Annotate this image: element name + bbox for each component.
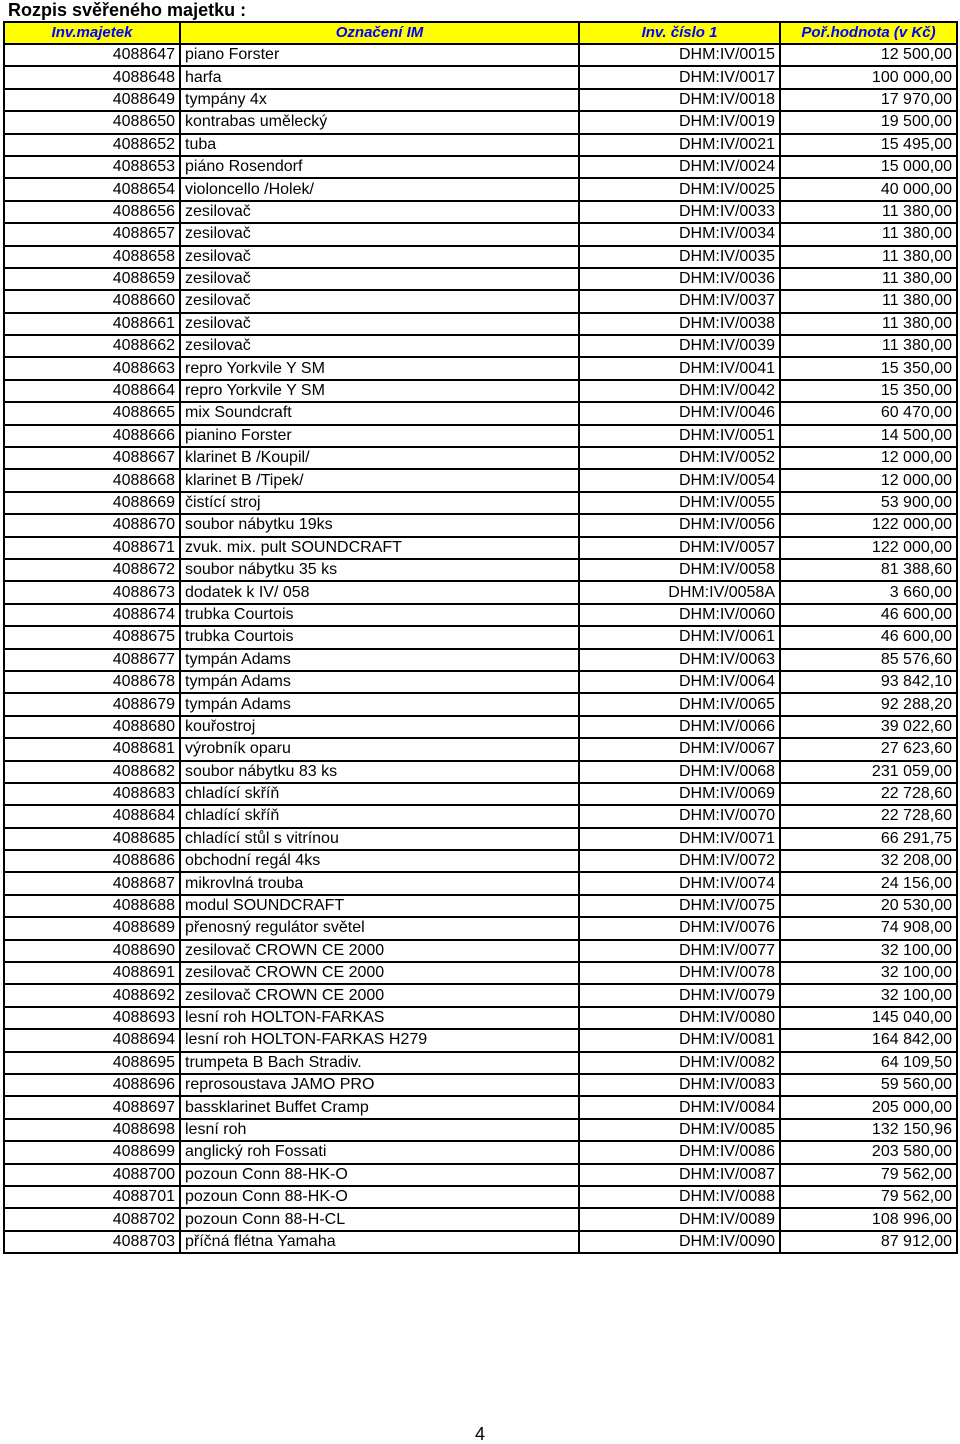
table-row: [4, 1231, 957, 1253]
inventory-number-cell: 4088668: [4, 469, 180, 491]
acquisition-value-cell: 40 000,00: [780, 178, 957, 200]
inventory-code-cell: DHM:IV/0052: [579, 447, 780, 469]
table-row: [4, 380, 957, 402]
acquisition-value-cell: 108 996,00: [780, 1208, 957, 1230]
inventory-number-cell: 4088649: [4, 89, 180, 111]
inventory-number-cell: 4088650: [4, 111, 180, 133]
inventory-number-cell: 4088688: [4, 895, 180, 917]
asset-name-cell: pianino Forster: [180, 425, 579, 447]
inventory-code-cell: DHM:IV/0084: [579, 1096, 780, 1118]
inventory-number-cell: 4088678: [4, 671, 180, 693]
inventory-number-cell: 4088702: [4, 1208, 180, 1230]
table-row: [4, 156, 957, 178]
asset-name-cell: piáno Rosendorf: [180, 156, 579, 178]
asset-name-cell: přenosný regulátor světel: [180, 917, 579, 939]
inventory-code-cell: DHM:IV/0088: [579, 1186, 780, 1208]
acquisition-value-cell: 11 380,00: [780, 223, 957, 245]
asset-name-cell: pozoun Conn 88-HK-O: [180, 1186, 579, 1208]
table-row: [4, 492, 957, 514]
asset-name-cell: violoncello /Holek/: [180, 178, 579, 200]
table-row: [4, 761, 957, 783]
table-row: [4, 290, 957, 312]
inventory-number-cell: 4088671: [4, 537, 180, 559]
asset-name-cell: tympány 4x: [180, 89, 579, 111]
acquisition-value-cell: 79 562,00: [780, 1164, 957, 1186]
asset-name-cell: zesilovač: [180, 246, 579, 268]
inventory-code-cell: DHM:IV/0033: [579, 201, 780, 223]
page-number: 4: [474, 1424, 485, 1444]
asset-name-cell: zesilovač CROWN CE 2000: [180, 984, 579, 1006]
acquisition-value-cell: 11 380,00: [780, 335, 957, 357]
header-inv-majetek: Inv.majetek: [4, 22, 180, 44]
table-row: [4, 1208, 957, 1230]
inventory-code-cell: DHM:IV/0085: [579, 1119, 780, 1141]
asset-name-cell: zesilovač: [180, 201, 579, 223]
table-row: [4, 425, 957, 447]
inventory-number-cell: 4088694: [4, 1029, 180, 1051]
inventory-number-cell: 4088683: [4, 783, 180, 805]
inventory-code-cell: DHM:IV/0086: [579, 1141, 780, 1163]
table-row: [4, 178, 957, 200]
inventory-number-cell: 4088677: [4, 649, 180, 671]
inventory-code-cell: DHM:IV/0066: [579, 716, 780, 738]
asset-name-cell: repro Yorkvile Y SM: [180, 357, 579, 379]
acquisition-value-cell: 231 059,00: [780, 761, 957, 783]
inventory-number-cell: 4088660: [4, 290, 180, 312]
inventory-code-cell: DHM:IV/0057: [579, 537, 780, 559]
inventory-number-cell: 4088658: [4, 246, 180, 268]
acquisition-value-cell: 14 500,00: [780, 425, 957, 447]
inventory-code-cell: DHM:IV/0046: [579, 402, 780, 424]
asset-name-cell: harfa: [180, 66, 579, 88]
inventory-number-cell: 4088652: [4, 134, 180, 156]
table-row: [4, 447, 957, 469]
table-body: [4, 44, 957, 1253]
table-row: [4, 895, 957, 917]
inventory-code-cell: DHM:IV/0080: [579, 1007, 780, 1029]
table-row: [4, 604, 957, 626]
asset-name-cell: mikrovlná trouba: [180, 872, 579, 894]
acquisition-value-cell: 11 380,00: [780, 201, 957, 223]
acquisition-value-cell: 46 600,00: [780, 626, 957, 648]
table-row: [4, 850, 957, 872]
acquisition-value-cell: 12 000,00: [780, 447, 957, 469]
acquisition-value-cell: 27 623,60: [780, 738, 957, 760]
inventory-number-cell: 4088670: [4, 514, 180, 536]
inventory-number-cell: 4088680: [4, 716, 180, 738]
inventory-number-cell: 4088685: [4, 828, 180, 850]
inventory-code-cell: DHM:IV/0077: [579, 940, 780, 962]
inventory-number-cell: 4088672: [4, 559, 180, 581]
inventory-number-cell: 4088663: [4, 357, 180, 379]
inventory-number-cell: 4088657: [4, 223, 180, 245]
asset-name-cell: lesní roh HOLTON-FARKAS: [180, 1007, 579, 1029]
inventory-code-cell: DHM:IV/0064: [579, 671, 780, 693]
asset-name-cell: zesilovač CROWN CE 2000: [180, 940, 579, 962]
asset-name-cell: pozoun Conn 88-HK-O: [180, 1164, 579, 1186]
table-row: [4, 1074, 957, 1096]
table-row: [4, 671, 957, 693]
asset-name-cell: klarinet B /Tipek/: [180, 469, 579, 491]
inventory-code-cell: DHM:IV/0015: [579, 44, 780, 66]
inventory-number-cell: 4088665: [4, 402, 180, 424]
asset-name-cell: obchodní regál 4ks: [180, 850, 579, 872]
inventory-code-cell: DHM:IV/0051: [579, 425, 780, 447]
inventory-code-cell: DHM:IV/0076: [579, 917, 780, 939]
inventory-code-cell: DHM:IV/0087: [579, 1164, 780, 1186]
table-row: [4, 872, 957, 894]
asset-name-cell: soubor nábytku 83 ks: [180, 761, 579, 783]
inventory-number-cell: 4088699: [4, 1141, 180, 1163]
asset-name-cell: soubor nábytku 35 ks: [180, 559, 579, 581]
table-row: [4, 1052, 957, 1074]
inventory-number-cell: 4088647: [4, 44, 180, 66]
asset-name-cell: chladící stůl s vitrínou: [180, 828, 579, 850]
inventory-number-cell: 4088674: [4, 604, 180, 626]
asset-name-cell: tympán Adams: [180, 649, 579, 671]
inventory-code-cell: DHM:IV/0060: [579, 604, 780, 626]
asset-name-cell: zesilovač: [180, 223, 579, 245]
inventory-code-cell: DHM:IV/0068: [579, 761, 780, 783]
acquisition-value-cell: 3 660,00: [780, 581, 957, 603]
table-row: [4, 917, 957, 939]
inventory-code-cell: DHM:IV/0063: [579, 649, 780, 671]
header-oznaceni-im: Označení IM: [180, 22, 579, 44]
inventory-number-cell: 4088653: [4, 156, 180, 178]
asset-name-cell: trubka Courtois: [180, 626, 579, 648]
asset-name-cell: zesilovač: [180, 290, 579, 312]
inventory-number-cell: 4088686: [4, 850, 180, 872]
table-row: [4, 1029, 957, 1051]
asset-name-cell: zesilovač CROWN CE 2000: [180, 962, 579, 984]
inventory-number-cell: 4088679: [4, 693, 180, 715]
inventory-code-cell: DHM:IV/0058A: [579, 581, 780, 603]
inventory-number-cell: 4088696: [4, 1074, 180, 1096]
inventory-number-cell: 4088648: [4, 66, 180, 88]
inventory-code-cell: DHM:IV/0025: [579, 178, 780, 200]
inventory-number-cell: 4088687: [4, 872, 180, 894]
inventory-number-cell: 4088681: [4, 738, 180, 760]
acquisition-value-cell: 122 000,00: [780, 514, 957, 536]
asset-name-cell: kouřostroj: [180, 716, 579, 738]
acquisition-value-cell: 24 156,00: [780, 872, 957, 894]
acquisition-value-cell: 20 530,00: [780, 895, 957, 917]
inventory-code-cell: DHM:IV/0041: [579, 357, 780, 379]
acquisition-value-cell: 11 380,00: [780, 290, 957, 312]
asset-name-cell: tympán Adams: [180, 671, 579, 693]
table-row: [4, 246, 957, 268]
asset-name-cell: výrobník oparu: [180, 738, 579, 760]
inventory-number-cell: 4088691: [4, 962, 180, 984]
inventory-code-cell: DHM:IV/0065: [579, 693, 780, 715]
inventory-code-cell: DHM:IV/0021: [579, 134, 780, 156]
inventory-number-cell: 4088659: [4, 268, 180, 290]
inventory-code-cell: DHM:IV/0078: [579, 962, 780, 984]
asset-name-cell: reprosoustava JAMO PRO: [180, 1074, 579, 1096]
acquisition-value-cell: 11 380,00: [780, 246, 957, 268]
table-row: [4, 649, 957, 671]
inventory-number-cell: 4088703: [4, 1231, 180, 1253]
table-row: [4, 1119, 957, 1141]
inventory-code-cell: DHM:IV/0079: [579, 984, 780, 1006]
acquisition-value-cell: 46 600,00: [780, 604, 957, 626]
asset-name-cell: zvuk. mix. pult SOUNDCRAFT: [180, 537, 579, 559]
table-row: [4, 962, 957, 984]
acquisition-value-cell: 32 100,00: [780, 962, 957, 984]
acquisition-value-cell: 12 000,00: [780, 469, 957, 491]
table-row: [4, 402, 957, 424]
acquisition-value-cell: 203 580,00: [780, 1141, 957, 1163]
inventory-number-cell: 4088654: [4, 178, 180, 200]
inventory-number-cell: 4088690: [4, 940, 180, 962]
inventory-code-cell: DHM:IV/0056: [579, 514, 780, 536]
acquisition-value-cell: 39 022,60: [780, 716, 957, 738]
acquisition-value-cell: 32 100,00: [780, 940, 957, 962]
acquisition-value-cell: 17 970,00: [780, 89, 957, 111]
table-row: [4, 66, 957, 88]
acquisition-value-cell: 64 109,50: [780, 1052, 957, 1074]
asset-table: [3, 21, 958, 1254]
inventory-code-cell: DHM:IV/0024: [579, 156, 780, 178]
table-row: [4, 1096, 957, 1118]
inventory-code-cell: DHM:IV/0067: [579, 738, 780, 760]
inventory-number-cell: 4088692: [4, 984, 180, 1006]
inventory-code-cell: DHM:IV/0018: [579, 89, 780, 111]
asset-name-cell: zesilovač: [180, 313, 579, 335]
inventory-number-cell: 4088695: [4, 1052, 180, 1074]
acquisition-value-cell: 11 380,00: [780, 268, 957, 290]
asset-name-cell: chladící skříň: [180, 783, 579, 805]
inventory-code-cell: DHM:IV/0058: [579, 559, 780, 581]
acquisition-value-cell: 22 728,60: [780, 805, 957, 827]
inventory-code-cell: DHM:IV/0037: [579, 290, 780, 312]
table-row: [4, 1186, 957, 1208]
inventory-number-cell: 4088667: [4, 447, 180, 469]
acquisition-value-cell: 60 470,00: [780, 402, 957, 424]
acquisition-value-cell: 100 000,00: [780, 66, 957, 88]
acquisition-value-cell: 32 100,00: [780, 984, 957, 1006]
asset-name-cell: trubka Courtois: [180, 604, 579, 626]
asset-name-cell: dodatek k IV/ 058: [180, 581, 579, 603]
table-row: [4, 89, 957, 111]
table-row: [4, 984, 957, 1006]
inventory-code-cell: DHM:IV/0082: [579, 1052, 780, 1074]
table-row: [4, 44, 957, 66]
asset-name-cell: zesilovač: [180, 268, 579, 290]
acquisition-value-cell: 81 388,60: [780, 559, 957, 581]
asset-name-cell: zesilovač: [180, 335, 579, 357]
inventory-number-cell: 4088656: [4, 201, 180, 223]
asset-name-cell: lesní roh: [180, 1119, 579, 1141]
header-porizovaci-hodnota: Poř.hodnota (v Kč): [780, 22, 957, 44]
acquisition-value-cell: 15 000,00: [780, 156, 957, 178]
inventory-code-cell: DHM:IV/0075: [579, 895, 780, 917]
acquisition-value-cell: 74 908,00: [780, 917, 957, 939]
inventory-number-cell: 4088682: [4, 761, 180, 783]
table-row: [4, 1164, 957, 1186]
acquisition-value-cell: 92 288,20: [780, 693, 957, 715]
inventory-code-cell: DHM:IV/0070: [579, 805, 780, 827]
table-row: [4, 626, 957, 648]
asset-name-cell: klarinet B /Koupil/: [180, 447, 579, 469]
table-row: [4, 828, 957, 850]
inventory-code-cell: DHM:IV/0042: [579, 380, 780, 402]
acquisition-value-cell: 32 208,00: [780, 850, 957, 872]
acquisition-value-cell: 79 562,00: [780, 1186, 957, 1208]
table-row: [4, 940, 957, 962]
acquisition-value-cell: 145 040,00: [780, 1007, 957, 1029]
asset-name-cell: lesní roh HOLTON-FARKAS H279: [180, 1029, 579, 1051]
inventory-number-cell: 4088701: [4, 1186, 180, 1208]
table-row: [4, 1141, 957, 1163]
acquisition-value-cell: 15 350,00: [780, 357, 957, 379]
inventory-code-cell: DHM:IV/0036: [579, 268, 780, 290]
asset-name-cell: modul SOUNDCRAFT: [180, 895, 579, 917]
acquisition-value-cell: 87 912,00: [780, 1231, 957, 1253]
inventory-code-cell: DHM:IV/0083: [579, 1074, 780, 1096]
inventory-number-cell: 4088673: [4, 581, 180, 603]
inventory-number-cell: 4088689: [4, 917, 180, 939]
table-row: [4, 357, 957, 379]
table-row: [4, 134, 957, 156]
table-row: [4, 268, 957, 290]
table-row: [4, 716, 957, 738]
acquisition-value-cell: 93 842,10: [780, 671, 957, 693]
inventory-number-cell: 4088675: [4, 626, 180, 648]
inventory-number-cell: 4088664: [4, 380, 180, 402]
inventory-number-cell: 4088693: [4, 1007, 180, 1029]
table-row: [4, 514, 957, 536]
asset-name-cell: bassklarinet Buffet Cramp: [180, 1096, 579, 1118]
inventory-number-cell: 4088666: [4, 425, 180, 447]
acquisition-value-cell: 85 576,60: [780, 649, 957, 671]
asset-name-cell: piano Forster: [180, 44, 579, 66]
table-row: [4, 335, 957, 357]
table-row: [4, 581, 957, 603]
table-row: [4, 537, 957, 559]
inventory-code-cell: DHM:IV/0038: [579, 313, 780, 335]
inventory-number-cell: 4088684: [4, 805, 180, 827]
table-row: [4, 313, 957, 335]
table-row: [4, 559, 957, 581]
inventory-code-cell: DHM:IV/0061: [579, 626, 780, 648]
table-row: [4, 693, 957, 715]
table-header-row: [4, 22, 957, 44]
acquisition-value-cell: 19 500,00: [780, 111, 957, 133]
asset-name-cell: příčná flétna Yamaha: [180, 1231, 579, 1253]
acquisition-value-cell: 15 495,00: [780, 134, 957, 156]
inventory-code-cell: DHM:IV/0090: [579, 1231, 780, 1253]
asset-name-cell: chladící skříň: [180, 805, 579, 827]
acquisition-value-cell: 122 000,00: [780, 537, 957, 559]
inventory-code-cell: DHM:IV/0017: [579, 66, 780, 88]
asset-name-cell: pozoun Conn 88-H-CL: [180, 1208, 579, 1230]
acquisition-value-cell: 22 728,60: [780, 783, 957, 805]
acquisition-value-cell: 11 380,00: [780, 313, 957, 335]
table-row: [4, 1007, 957, 1029]
table-row: [4, 805, 957, 827]
inventory-number-cell: 4088669: [4, 492, 180, 514]
acquisition-value-cell: 205 000,00: [780, 1096, 957, 1118]
inventory-code-cell: DHM:IV/0072: [579, 850, 780, 872]
acquisition-value-cell: 66 291,75: [780, 828, 957, 850]
asset-name-cell: mix Soundcraft: [180, 402, 579, 424]
asset-name-cell: tympán Adams: [180, 693, 579, 715]
inventory-code-cell: DHM:IV/0039: [579, 335, 780, 357]
inventory-number-cell: 4088661: [4, 313, 180, 335]
header-inv-cislo: Inv. číslo 1: [579, 22, 780, 44]
table-row: [4, 201, 957, 223]
inventory-code-cell: DHM:IV/0054: [579, 469, 780, 491]
acquisition-value-cell: 53 900,00: [780, 492, 957, 514]
asset-name-cell: anglický roh Fossati: [180, 1141, 579, 1163]
inventory-number-cell: 4088697: [4, 1096, 180, 1118]
inventory-number-cell: 4088700: [4, 1164, 180, 1186]
table-row: [4, 223, 957, 245]
asset-name-cell: kontrabas umělecký: [180, 111, 579, 133]
inventory-code-cell: DHM:IV/0089: [579, 1208, 780, 1230]
acquisition-value-cell: 132 150,96: [780, 1119, 957, 1141]
table-row: [4, 469, 957, 491]
inventory-code-cell: DHM:IV/0034: [579, 223, 780, 245]
inventory-code-cell: DHM:IV/0055: [579, 492, 780, 514]
inventory-code-cell: DHM:IV/0019: [579, 111, 780, 133]
inventory-code-cell: DHM:IV/0069: [579, 783, 780, 805]
asset-name-cell: trumpeta B Bach Stradiv.: [180, 1052, 579, 1074]
table-row: [4, 738, 957, 760]
table-row: [4, 111, 957, 133]
asset-name-cell: repro Yorkvile Y SM: [180, 380, 579, 402]
acquisition-value-cell: 15 350,00: [780, 380, 957, 402]
asset-name-cell: čistící stroj: [180, 492, 579, 514]
inventory-code-cell: DHM:IV/0071: [579, 828, 780, 850]
table-row: [4, 783, 957, 805]
acquisition-value-cell: 164 842,00: [780, 1029, 957, 1051]
inventory-code-cell: DHM:IV/0081: [579, 1029, 780, 1051]
asset-name-cell: soubor nábytku 19ks: [180, 514, 579, 536]
inventory-number-cell: 4088698: [4, 1119, 180, 1141]
page-title: Rozpis svěřeného majetku :: [8, 0, 247, 20]
acquisition-value-cell: 59 560,00: [780, 1074, 957, 1096]
inventory-number-cell: 4088662: [4, 335, 180, 357]
acquisition-value-cell: 12 500,00: [780, 44, 957, 66]
inventory-code-cell: DHM:IV/0035: [579, 246, 780, 268]
inventory-code-cell: DHM:IV/0074: [579, 872, 780, 894]
asset-name-cell: tuba: [180, 134, 579, 156]
